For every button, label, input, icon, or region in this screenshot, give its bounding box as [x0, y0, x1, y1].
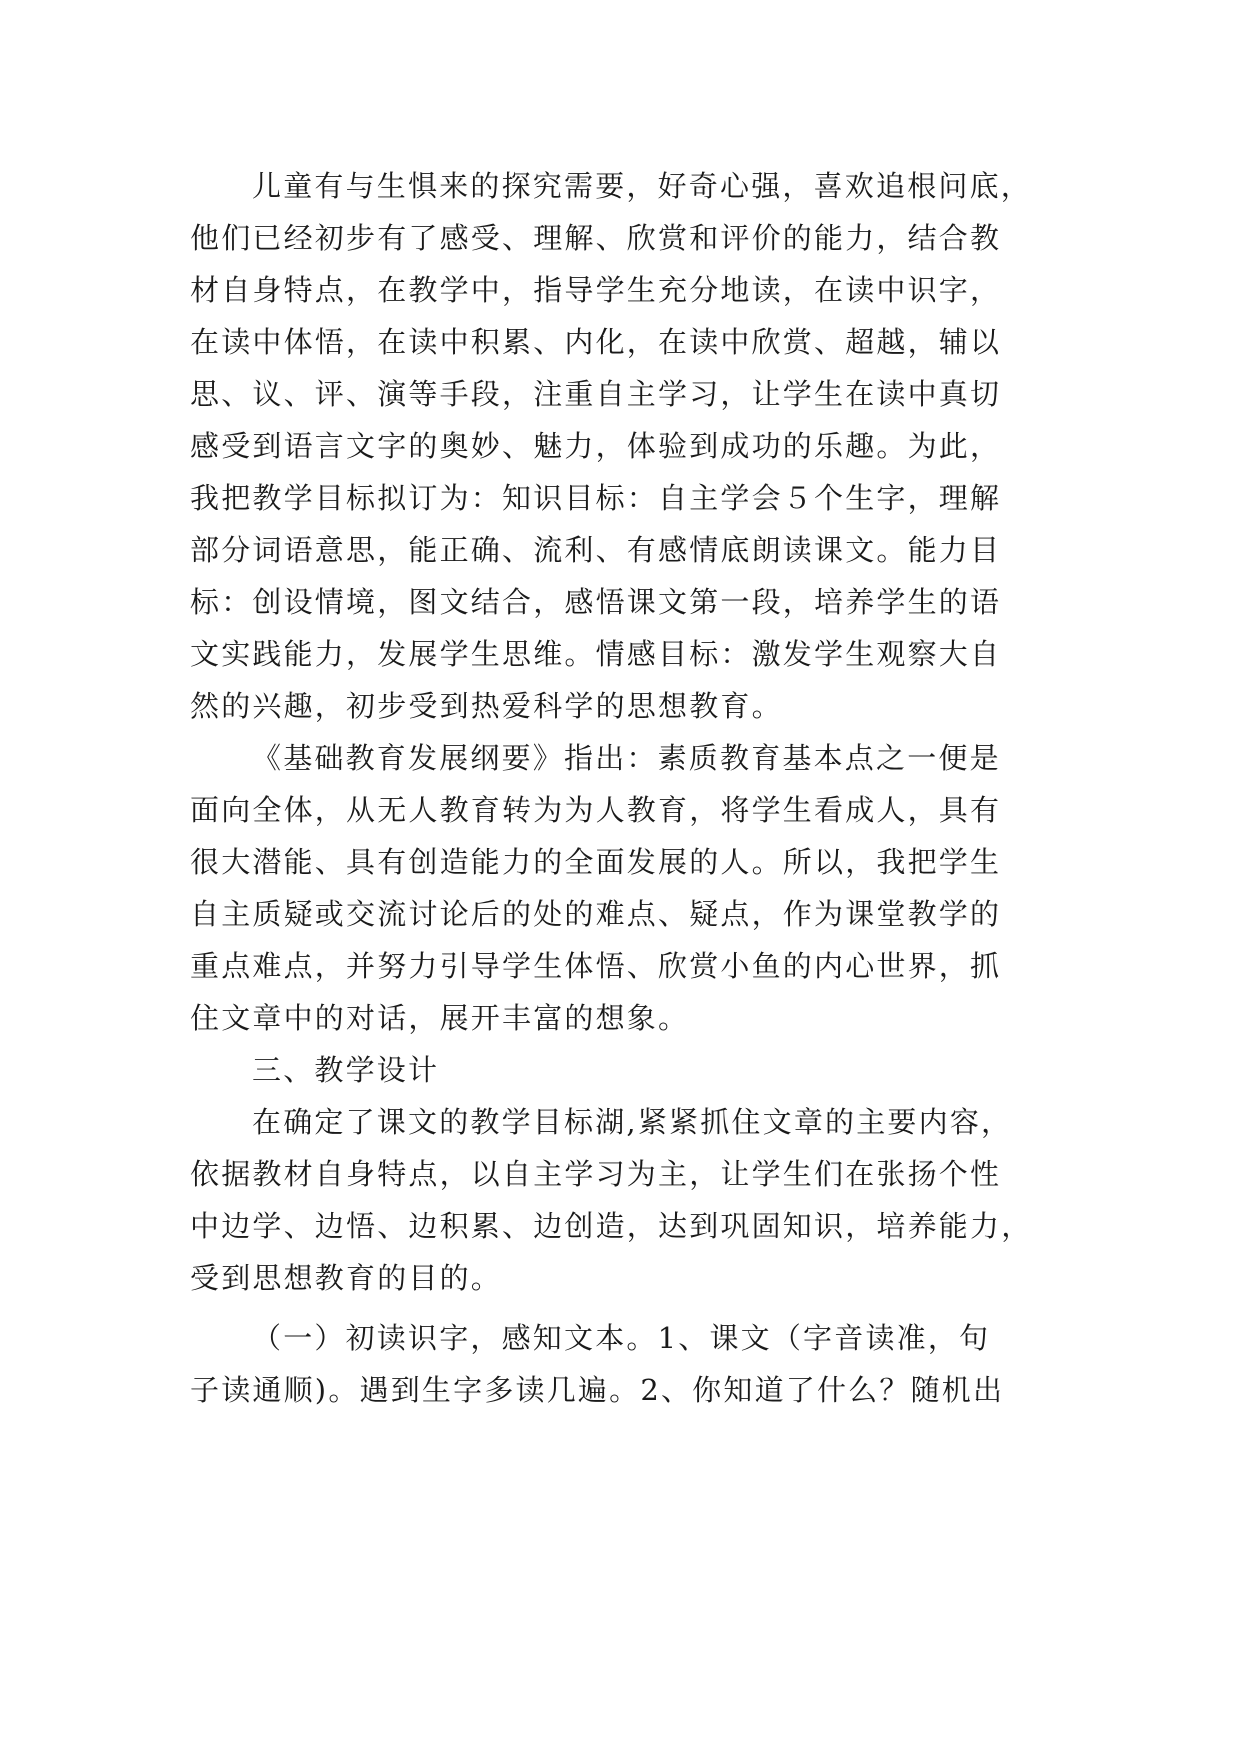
text-line: 重点难点，并努力引导学生体悟、欣赏小鱼的内心世界，抓 — [190, 949, 1002, 983]
text-line: 在读中体悟，在读中积累、内化，在读中欣赏、超越，辅以 — [190, 325, 1002, 359]
text-line: 依据教材自身特点，以自主学习为主，让学生们在张扬个性 — [190, 1157, 1002, 1191]
text-line: 我把教学目标拟订为：知识目标：自主学会５个生字，理解 — [190, 481, 1002, 515]
text-line: 住文章中的对话，展开丰富的想象。 — [190, 1001, 690, 1035]
text-line: 儿童有与生惧来的探究需要，好奇心强，喜欢追根问底， — [252, 169, 1033, 203]
text-line: 感受到语言文字的奥妙、魅力，体验到成功的乐趣。为此， — [190, 429, 1002, 463]
text-line: （一）初读识字，感知文本。1、课文（字音读准，句 — [252, 1321, 991, 1355]
text-line: 面向全体，从无人教育转为为人教育，将学生看成人，具有 — [190, 793, 1002, 827]
text-line: 他们已经初步有了感受、理解、欣赏和评价的能力，结合教 — [190, 221, 1002, 255]
text-line: 材自身特点，在教学中，指导学生充分地读，在读中识字， — [190, 273, 1002, 307]
section-heading: 三、教学设计 — [252, 1053, 440, 1087]
text-line: 标：创设情境，图文结合，感悟课文第一段，培养学生的语 — [190, 585, 1002, 619]
text-line: 在确定了课文的教学目标湖,紧紧抓住文章的主要内容， — [252, 1105, 1013, 1139]
text-line: 然的兴趣，初步受到热爱科学的思想教育。 — [190, 689, 783, 723]
text-line: 《基础教育发展纲要》指出：素质教育基本点之一便是 — [252, 741, 1001, 775]
text-line: 子读通顺)。遇到生字多读几遍。2、你知道了什么？随机出 — [190, 1373, 1005, 1407]
text-line: 很大潜能、具有创造能力的全面发展的人。所以，我把学生 — [190, 845, 1002, 879]
text-line: 文实践能力，发展学生思维。情感目标：激发学生观察大自 — [190, 637, 1002, 671]
text-line: 思、议、评、演等手段，注重自主学习，让学生在读中真切 — [190, 377, 1002, 411]
text-line: 受到思想教育的目的。 — [190, 1261, 503, 1295]
text-line: 自主质疑或交流讨论后的处的难点、疑点，作为课堂教学的 — [190, 897, 1002, 931]
text-line: 中边学、边悟、边积累、边创造，达到巩固知识，培养能力， — [190, 1209, 1033, 1243]
text-line: 部分词语意思，能正确、流利、有感情底朗读课文。能力目 — [190, 533, 1002, 567]
